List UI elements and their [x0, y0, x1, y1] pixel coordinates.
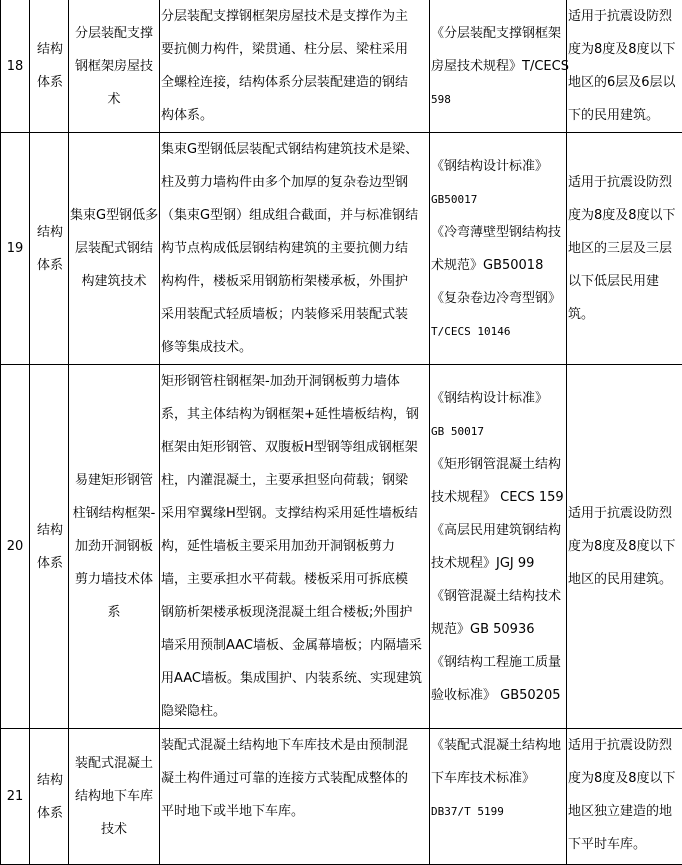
table-row — [1, 365, 682, 729]
description-line: 采用窄翼缘H型钢。支撑结构采用延性墙板结 — [161, 506, 418, 521]
description-line: 分层装配支撑钢框架房屋技术是支撑作为主 — [161, 9, 409, 24]
category-line: 体系 — [37, 555, 64, 571]
standard-line: 《钢结构设计标准》 — [431, 390, 549, 406]
description-line: 装配式混凝土结构地下车库技术是由预制混 — [161, 738, 409, 753]
description-line: 系，其主体结构为钢框架+延性墙板结构，钢 — [161, 407, 419, 422]
category-line: 结构 — [37, 224, 64, 240]
standards-cell — [430, 0, 567, 133]
applicability-line: 筑。 — [568, 307, 595, 322]
applicability-cell — [567, 133, 682, 365]
row-number: 20 — [1, 365, 30, 729]
name-line: 钢框架房屋技 — [74, 58, 153, 74]
applicability-cell — [567, 729, 682, 865]
description-line: 隐梁隐柱。 — [161, 704, 227, 719]
name-line: 构建筑技术 — [81, 274, 147, 289]
description-line: 构体系。 — [161, 108, 214, 123]
description-line: 构节点构成低层钢结构建筑的主要抗侧力结 — [161, 241, 409, 256]
standard-line: 《高层民用建筑钢结构 — [431, 522, 562, 538]
category-line: 体系 — [37, 257, 64, 273]
name-line: 易建矩形钢管 — [74, 473, 153, 488]
category-line: 体系 — [37, 75, 64, 90]
name-line: 层装配式钢结 — [74, 241, 153, 256]
standard-line: 规范》GB 50936 — [431, 621, 535, 637]
table-row — [1, 0, 682, 133]
standard-line: 技术规程》 CECS 159 — [431, 489, 564, 505]
row-number: 21 — [1, 729, 30, 865]
category-line: 结构 — [37, 522, 64, 538]
description-line: 要抗侧力构件，梁贯通、柱分层、梁柱采用 — [161, 42, 409, 57]
standard-line: 《钢结构工程施工质量 — [431, 654, 562, 670]
name-line: 技术 — [100, 822, 127, 837]
name-line: 剪力墙技术体 — [74, 572, 153, 587]
description-cell — [160, 729, 430, 865]
description-line: 钢筋析架楼承板现浇混凝土组合楼板;外围护 — [161, 605, 413, 620]
standard-code: 598 — [431, 92, 451, 106]
applicability-cell — [567, 365, 682, 729]
standard-line: 技术规程》JGJ 99 — [431, 555, 535, 571]
technology-name-cell — [69, 365, 160, 729]
applicability-line: 度为8度及8度以下 — [568, 771, 676, 786]
applicability-line: 度为8度及8度以下 — [568, 208, 676, 223]
description-cell — [160, 365, 430, 729]
standards-cell — [430, 729, 567, 865]
category-line: 结构 — [37, 42, 64, 57]
standards-cell — [430, 133, 567, 365]
standard-line: 《矩形钢管混凝土结构 — [431, 456, 562, 472]
table-row — [1, 729, 682, 865]
description-line: 构，延性墙板主要采用加劲开洞钢板剪力 — [161, 539, 396, 554]
applicability-line: 地区的民用建筑。 — [568, 572, 673, 587]
description-line: 平时地下或半地下车库。 — [161, 804, 305, 819]
description-line: 全螺栓连接，结构体系分层装配建造的钢结 — [161, 75, 409, 90]
standard-code: GB 50017 — [431, 424, 484, 438]
applicability-line: 地区的三层及三层 — [568, 241, 673, 256]
applicability-line: 适用于抗震设防烈 — [568, 506, 673, 521]
standards-cell — [430, 365, 567, 729]
standard-code: T/CECS 10146 — [431, 324, 511, 338]
standard-line: 《分层装配支撑钢框架 — [431, 25, 562, 41]
applicability-line: 适用于抗震设防烈 — [568, 175, 673, 190]
standard-line: 《钢管混凝土结构技术 — [431, 588, 562, 604]
row-number: 18 — [1, 0, 30, 133]
standard-line: 下车库技术标准》 — [431, 771, 536, 786]
standard-line: 《装配式混凝土结构地 — [431, 738, 562, 753]
standard-line: 房屋技术规程》T/CECS — [431, 58, 569, 74]
technology-name-cell — [69, 0, 160, 133]
applicability-line: 下平时车库。 — [568, 837, 647, 852]
applicability-line: 适用于抗震设防烈 — [568, 9, 673, 24]
category-cell — [30, 729, 69, 865]
description-line: 墙，主要承担水平荷载。楼板采用可拆底模 — [161, 572, 409, 587]
name-line: 结构地下车库 — [74, 789, 153, 804]
standard-line: 《冷弯薄壁型钢结构技 — [431, 224, 562, 240]
category-cell — [30, 0, 69, 133]
applicability-line: 地区的6层及6层以 — [568, 75, 676, 90]
name-line: 系 — [107, 605, 121, 620]
description-line: 矩形钢管柱钢框架-加劲开洞钢板剪力墙体 — [161, 374, 400, 389]
standard-line: 《复杂卷边冷弯型钢》 — [431, 290, 562, 306]
description-line: 柱及剪力墙构件由多个加厚的复杂卷边型钢 — [161, 175, 409, 190]
name-line: 术 — [107, 91, 121, 107]
description-line: 框架由矩形钢管、双腹板H型钢等组成钢框架 — [161, 440, 418, 455]
standard-line: 验收标准》 GB50205 — [431, 687, 561, 703]
name-line: 柱钢结构框架- — [72, 506, 156, 521]
applicability-line: 度为8度及8度以下 — [568, 539, 676, 554]
row-number: 19 — [1, 133, 30, 365]
name-line: 装配式混凝土 — [74, 756, 153, 771]
description-line: 墙采用预制AAC墙板、金属幕墙板；内隔墙采 — [161, 638, 422, 653]
standard-line: 《钢结构设计标准》 — [431, 158, 549, 174]
description-line: 修等集成技术。 — [161, 340, 253, 355]
technology-name-cell — [69, 133, 160, 365]
description-line: （集束G型钢）组成组合截面，并与标准钢结 — [161, 208, 419, 223]
category-cell — [30, 133, 69, 365]
description-cell — [160, 133, 430, 365]
description-line: 柱，内灌混凝土，主要承担竖向荷载；钢梁 — [161, 473, 409, 488]
applicability-line: 下的民用建筑。 — [568, 108, 660, 123]
standard-code: DB37/T 5199 — [431, 805, 504, 818]
category-cell — [30, 365, 69, 729]
applicability-line: 适用于抗震设防烈 — [568, 738, 673, 753]
technology-name-cell — [69, 729, 160, 865]
name-line: 集束G型钢低多 — [70, 208, 159, 223]
description-line: 凝土构件通过可靠的连接方式装配成整体的 — [161, 771, 409, 786]
applicability-cell — [567, 0, 682, 133]
description-line: 用AAC墙板。集成围护、内装系统、实现建筑 — [161, 671, 422, 686]
description-line: 构构件，楼板采用钢筋桁架楼承板，外围护 — [161, 274, 409, 289]
category-line: 体系 — [37, 805, 64, 821]
category-line: 结构 — [37, 772, 64, 788]
applicability-line: 度为8度及8度以下 — [568, 42, 676, 57]
standard-line: 术规范》GB50018 — [431, 257, 544, 273]
name-line: 分层装配支撑 — [74, 25, 153, 41]
description-line: 集束G型钢低层装配式钢结构建筑技术是梁、 — [161, 142, 419, 157]
description-cell — [160, 0, 430, 133]
table-row — [1, 133, 682, 365]
name-line: 加劲开洞钢板 — [74, 539, 153, 554]
standard-code: GB50017 — [431, 192, 478, 206]
applicability-line: 以下低层民用建 — [568, 274, 660, 289]
description-line: 采用装配式轻质墙板；内装修采用装配式装 — [161, 307, 409, 322]
applicability-line: 地区独立建造的地 — [568, 804, 673, 819]
